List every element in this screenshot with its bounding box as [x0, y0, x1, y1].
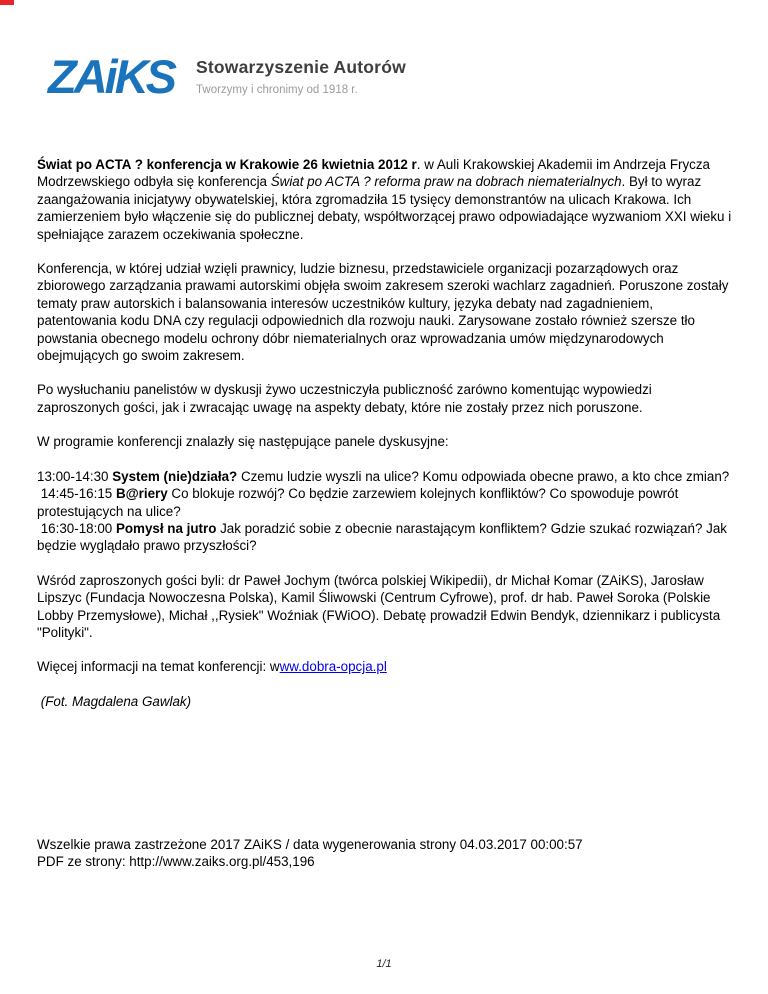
panel-desc: Czemu ludzie wyszli na ulice? Komu odpowiada obecne prawo, a kto chce zmian?: [237, 468, 730, 484]
paragraph-topics: Konferencja, w której udział wzięli prawnicy, ludzie biznesu, przedstawiciele organizacji pozarządowych oraz zbiorowego zarządzania prawami autorskimi objęła swoim zakresem szeroki wachlarz zagadnień. Poruszone zostały tematy praw autorskich i balansowania interesów uczestników kultury, języka debaty nad zagadnieniem, patentowania kodu DNA czy regulacji odpowiednich dla rozwoju nauki. Zarysowane zostało również szersze tło powstania obecnego modelu ochrony dóbr niematerialnych oraz wprowadzania umów międzynarodowych obejmujących go swoim zakresem.: [37, 261, 729, 364]
footer: [37, 836, 583, 871]
dobra-opcja-link[interactable]: ww.dobra-opcja.pl: [279, 659, 387, 675]
photo-credit: (Fot. Magdalena Gawlak): [37, 693, 192, 709]
panel-title: B@riery: [115, 486, 168, 502]
pdf-source-line: PDF ze strony: http://www.zaiks.org.pl/453,196: [37, 854, 315, 870]
org-name: Stowarzyszenie Autorów: [196, 57, 406, 77]
panel-item-1: [37, 469, 729, 484]
page-number: 1/1: [376, 958, 392, 970]
panel-item-3: [37, 521, 731, 553]
paragraph-intro: [37, 156, 732, 243]
panel-list: [37, 468, 732, 555]
org-tagline: Tworzymy i chronimy od 1918 r.: [196, 84, 358, 96]
panel-title: System (nie)działa?: [112, 468, 238, 484]
paragraph-more-info: [37, 658, 732, 675]
intro-text-2: . Był to wyraz zaangażowania inicjatywy obywatelskiej, która zgromadziła 15 tysięcy demonstrantów na ulicach Krakowa. Ich zamierzeniem było włączenie się do publicznej debaty, współtworzącej prawo odpowiadające wyzwaniom XXI wieku i spełniające zarazem oczekiwania społeczne.: [37, 174, 732, 242]
header-text: [196, 52, 406, 96]
conference-title-italic: Świat po ACTA ? reforma praw na dobrach niematerialnych: [270, 174, 622, 190]
panel-title: Pomysł na jutro: [115, 520, 217, 536]
panel-time: 16:30-18:00: [37, 520, 116, 536]
intro-title: Świat po ACTA ? konferencja w Krakowie 26 kwietnia 2012 r: [37, 157, 417, 172]
intro-text-1: . w Auli Krakowskiej Akademii im Andrzeja Frycza Modrzewskiego odbyła się konferencja: [37, 157, 710, 190]
panel-desc: Jak poradzić sobie z obecnie narastającym konfliktem? Gdzie szukać rozwiązań? Jak będzie wyglądało prawo przyszłości?: [37, 520, 731, 554]
paragraph-program-intro: W programie konferencji znalazły się następujące panele dyskusyjne:: [37, 434, 449, 450]
zaiks-logo: ZAiKS: [48, 50, 174, 103]
paragraph-guests: Wśród zaproszonych gości byli: dr Paweł Jochym (twórca polskiej Wikipedii), dr Michał Komar (ZAiKS), Jarosław Lipszyc (Fundacja Nowoczesna Polska), Kamil Śliwowski (Centrum Cyfrowe), prof. dr hab. Paweł Soroka (Polskie Lobby Przemysłowe), Michał ,,Rysiek" Woźniak (FWiOO). Debatę prowadził Edwin Bendyk, dziennikarz i publicysta "Polityki".: [37, 572, 721, 640]
header: [48, 50, 406, 103]
article-body: [37, 156, 732, 727]
paragraph-audience: Po wysłuchaniu panelistów w dyskusji żywo uczestniczyła publiczność zarówno komentując wypowiedzi zaproszonych gości, jak i zwracając uwagę na aspekty debaty, które nie zostały przez nich poruszone.: [37, 382, 652, 415]
copyright-line: Wszelkie prawa zastrzeżone 2017 ZAiKS / data wygenerowania strony 04.03.2017 00:00:57: [37, 837, 583, 852]
more-info-text: Więcej informacji na temat konferencji: w: [37, 659, 280, 675]
panel-time: 13:00-14:30: [37, 468, 113, 484]
panel-item-2: [37, 486, 682, 518]
corner-mark: [0, 0, 14, 5]
panel-desc: Co blokuje rozwój? Co będzie zarzewiem kolejnych konfliktów? Co spowoduje powrót protestujących na ulice?: [37, 486, 683, 519]
panel-time: 14:45-16:15: [37, 486, 116, 502]
